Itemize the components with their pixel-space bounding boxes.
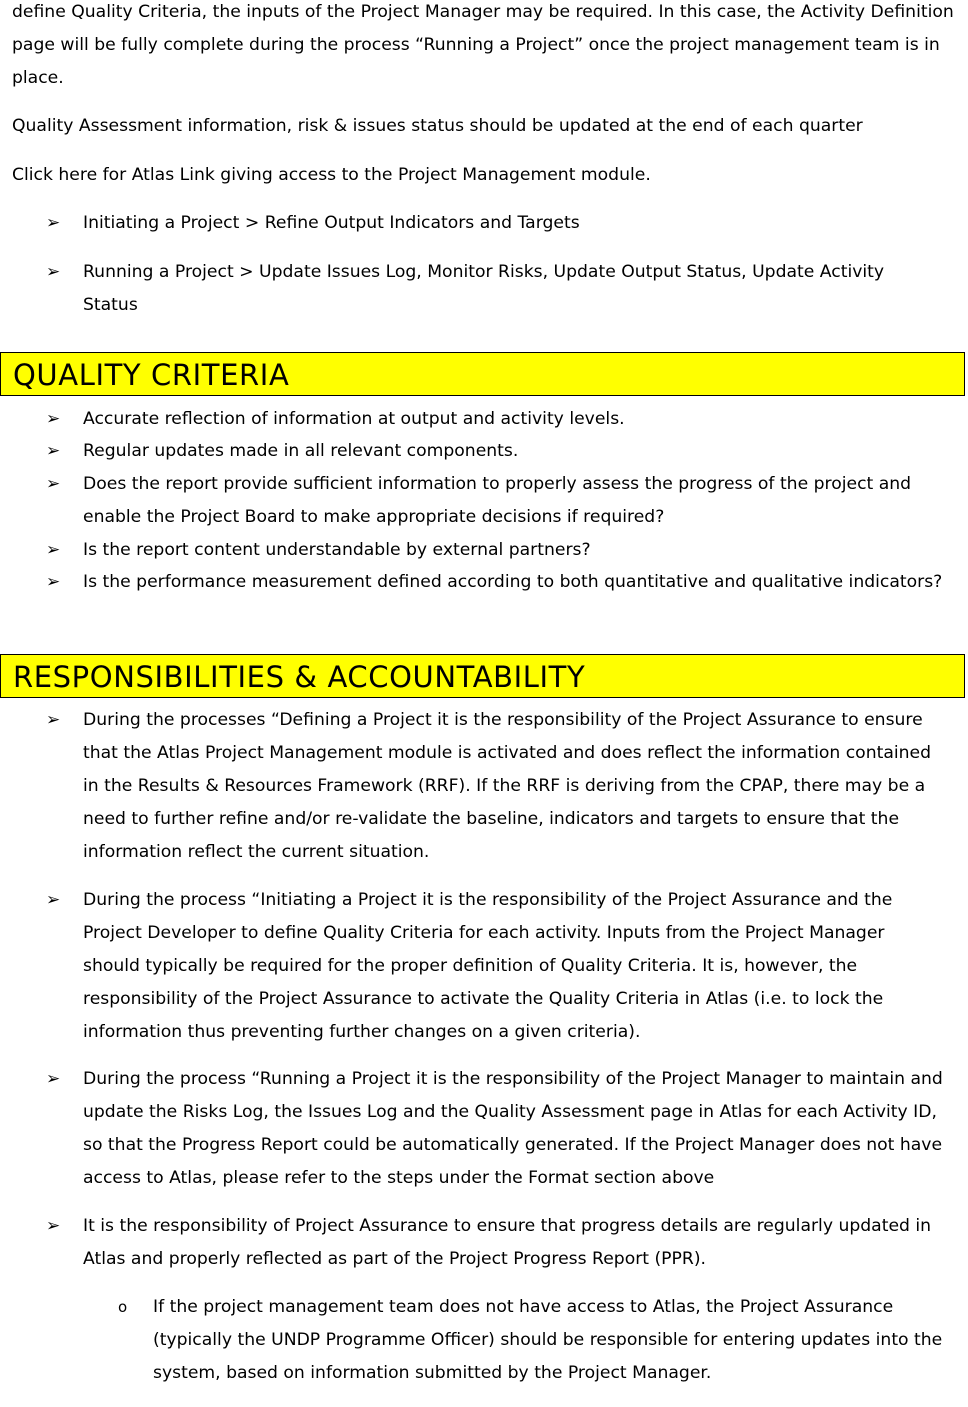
link-running-project[interactable]: Running a Project > Update Issues Log, Monitor Risks, Update Output Status, Update Activity Status <box>83 262 885 315</box>
arrow-bullet-icon: ➢ <box>46 1069 61 1089</box>
sub-list-item <box>118 1291 958 1390</box>
list-item-text: It is the responsibility of Project Assurance to ensure that progress details are regularly updated in Atlas and properly reflected as part of the Project Progress Report (PPR). <box>83 1216 932 1269</box>
list-item <box>46 468 958 534</box>
link-initiating-project[interactable]: Initiating a Project > Refine Output Indicators and Targets <box>83 213 580 233</box>
list-item-text: During the process “Running a Project it is the responsibility of the Project Manager to maintain and update the Risks Log, the Issues Log and the Quality Assessment page in Atlas for each Activity ID, so that the Progress Report could be automatically generated. If the Project Manager does not have access to Atlas, please refer to the steps under the Format section above <box>83 1069 943 1188</box>
atlas-link-paragraph: Click here for Atlas Link giving access to the Project Management module. <box>12 165 651 185</box>
section-title: QUALITY CRITERIA <box>13 358 290 392</box>
list-item-text: Accurate reflection of information at output and activity levels. <box>83 409 625 429</box>
list-item-text: Does the report provide sufficient information to properly assess the progress of the project and enable the Project Board to make appropriate decisions if required? <box>83 474 912 527</box>
list-item <box>46 435 936 468</box>
quality-criteria-heading <box>0 352 965 396</box>
intro-paragraph: define Quality Criteria, the inputs of the Project Manager may be required. In this case, the Activity Definition page will be fully complete during the process “Running a Project” once the project management team is in place. <box>12 2 954 88</box>
list-item[interactable] <box>46 256 936 322</box>
arrow-bullet-icon: ➢ <box>46 441 61 461</box>
arrow-bullet-icon: ➢ <box>46 409 61 429</box>
sub-list-item-text: If the project management team does not have access to Atlas, the Project Assurance (typically the UNDP Programme Officer) should be responsible for entering updates into the system, based on information submitted by the Project Manager. <box>153 1297 943 1383</box>
list-item <box>46 1210 958 1276</box>
list-item <box>46 566 958 599</box>
list-item <box>46 403 936 436</box>
list-item-text: During the processes “Defining a Project it is the responsibility of the Project Assurance to ensure that the Atlas Project Management module is activated and does reflect the information contained in the Results & Resources Framework (RRF). If the RRF is deriving from the CPAP, there may be a need to further refine and/or re-validate the baseline, indicators and targets to ensure that the information reflect the current situation. <box>83 710 932 862</box>
quality-assessment-paragraph: Quality Assessment information, risk & issues status should be updated at the end of each quarter <box>12 116 863 136</box>
list-item-text: Regular updates made in all relevant components. <box>83 441 519 461</box>
arrow-bullet-icon: ➢ <box>46 1216 61 1236</box>
arrow-bullet-icon: ➢ <box>46 474 61 494</box>
arrow-bullet-icon: ➢ <box>46 710 61 730</box>
list-item[interactable] <box>46 207 936 240</box>
responsibilities-heading <box>0 654 965 698</box>
arrow-bullet-icon: ➢ <box>46 262 61 282</box>
section-title: RESPONSIBILITIES & ACCOUNTABILITY <box>13 660 586 694</box>
list-item-text: Is the performance measurement defined according to both quantitative and qualitative indicators? <box>83 572 943 592</box>
arrow-bullet-icon: ➢ <box>46 890 61 910</box>
list-item <box>46 884 946 1049</box>
list-item-text: During the process “Initiating a Project it is the responsibility of the Project Assurance and the Project Developer to define Quality Criteria for each activity. Inputs from the Project Manager should typically be required for the proper definition of Quality Criteria. It is, however, the responsibility of the Project Assurance to activate the Quality Criteria in Atlas (i.e. to lock the information thus preventing further changes on a given criteria). <box>83 890 893 1042</box>
list-item <box>46 1063 958 1195</box>
circle-bullet-icon: o <box>118 1298 128 1316</box>
list-item-text: Is the report content understandable by external partners? <box>83 540 591 560</box>
list-item <box>46 534 936 567</box>
arrow-bullet-icon: ➢ <box>46 572 61 592</box>
list-item <box>46 704 946 869</box>
arrow-bullet-icon: ➢ <box>46 540 61 560</box>
arrow-bullet-icon: ➢ <box>46 213 61 233</box>
